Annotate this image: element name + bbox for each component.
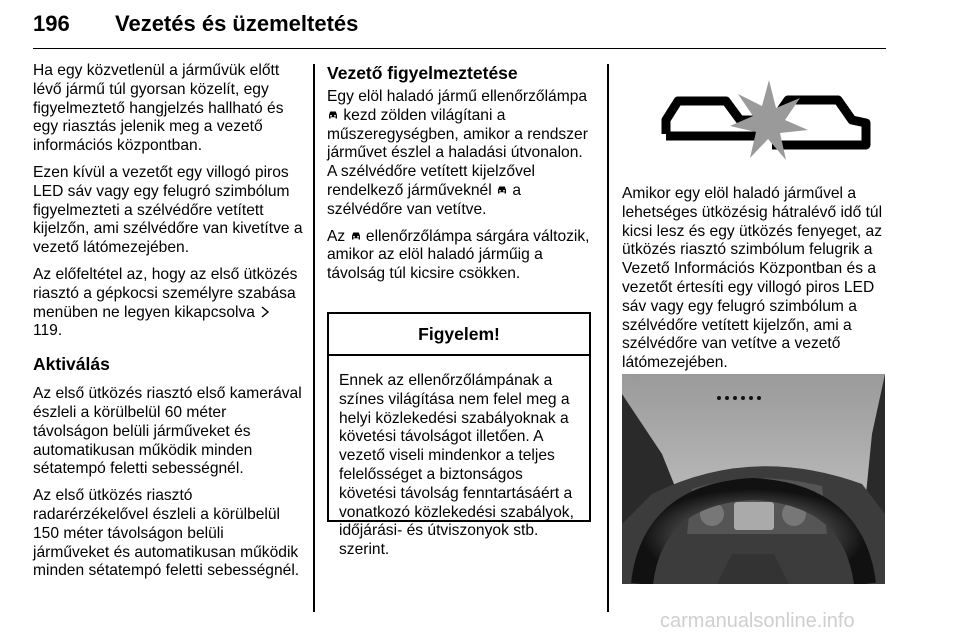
paragraph: Ha egy közvetlenül a járművük előtt lévő jármű túl gyorsan közelít, egy figyelmeztető hangjelzés hallható és egy riasztás jelenik meg a vezető információs központban.: [33, 62, 284, 155]
paragraph: Az első ütközés riasztó első kamerával észleli a körülbelül 60 méter távolságon belüli járműveket és automatikusan működik minden sétatempó feletti sebességnél.: [33, 385, 302, 478]
page-reference[interactable]: 119.: [33, 322, 63, 340]
warning-box: [327, 312, 591, 559]
watermark: carmanualsonline.info: [660, 610, 855, 632]
paragraph: Az ellenőrzőlámpa sárgára változik, amikor az elöl haladó járműig a távolság túl kicsire csökken.: [327, 227, 590, 283]
paragraph: Az első ütközés riasztó radarérzékelővel észleli a körülbelül 150 méter távolságon belüli járműveket és automatikusan működik minden sétatempó feletti sebességnél.: [33, 487, 300, 580]
paragraph: [33, 266, 303, 341]
page-header: [33, 8, 886, 49]
column-3: [622, 185, 892, 381]
column-2: [327, 62, 595, 292]
warning-body: Ennek az ellenőrzőlámpának a színes világítása nem felel meg a helyi közlekedési szabályoknak a követési távolságot illetően. A vezető viseli mindenkor a teljes felelősséget a biztonságos követési távolság fenntartásáért a vonatkozó közlekedési szabályok, időjárási- és útviszonyok stb. szerint.: [339, 372, 574, 559]
column-divider: [313, 64, 315, 612]
collision-warning-icon: [622, 70, 890, 180]
paragraph: Amikor egy elöl haladó járművel a lehetséges ütközésig hátralévő idő túl kicsi lesz és egy ütközés fenyeget, az ütközés riasztó szimbólum felugrik a Vezető Információs Központban és a vezetőt értesíti egy villogó piros LED sáv vagy egy felugró szimbólum a szélvédőre vetített kijelzőn, ami a szélvédőre van vetítve a vezető látómezejében.: [622, 185, 883, 372]
car-front-icon: [350, 230, 362, 242]
paragraph: Egy elöl haladó jármű ellenőrzőlámpa kezd zölden világítani a műszeregységben, amikor a rendszer járművet észlel a haladási útvonalon. A szélvédőre vetített kijelzővel rendelkező járműveknél a szélvédőre van vetítve.: [327, 88, 588, 218]
column-1: [33, 62, 303, 589]
section-heading-driver-warning: Vezető figyelmeztetése: [327, 63, 518, 83]
car-front-icon: [327, 109, 339, 121]
car-front-icon: [496, 184, 508, 196]
page-ref-arrow-icon: [259, 306, 271, 318]
dashboard-hud-photo: [622, 374, 885, 584]
chapter-title: Vezetés és üzemeltetés: [115, 11, 359, 36]
column-divider: [607, 64, 609, 612]
warning-title: Figyelem!: [329, 314, 589, 356]
page-number: 196: [33, 11, 70, 36]
paragraph-text: Az előfeltétel az, hogy az első ütközés riasztó a gépkocsi személyre szabása menüben ne legyen kikapcsolva: [33, 265, 298, 321]
paragraph: Ezen kívül a vezetőt egy villogó piros LED sáv vagy egy felugró szimbólum figyelmezteti a szélvédőre vetített kijelzőn, ami szélvédőre van kivetítve a vezető látómezejében.: [33, 163, 303, 257]
section-heading-activation: Aktiválás: [33, 354, 110, 375]
